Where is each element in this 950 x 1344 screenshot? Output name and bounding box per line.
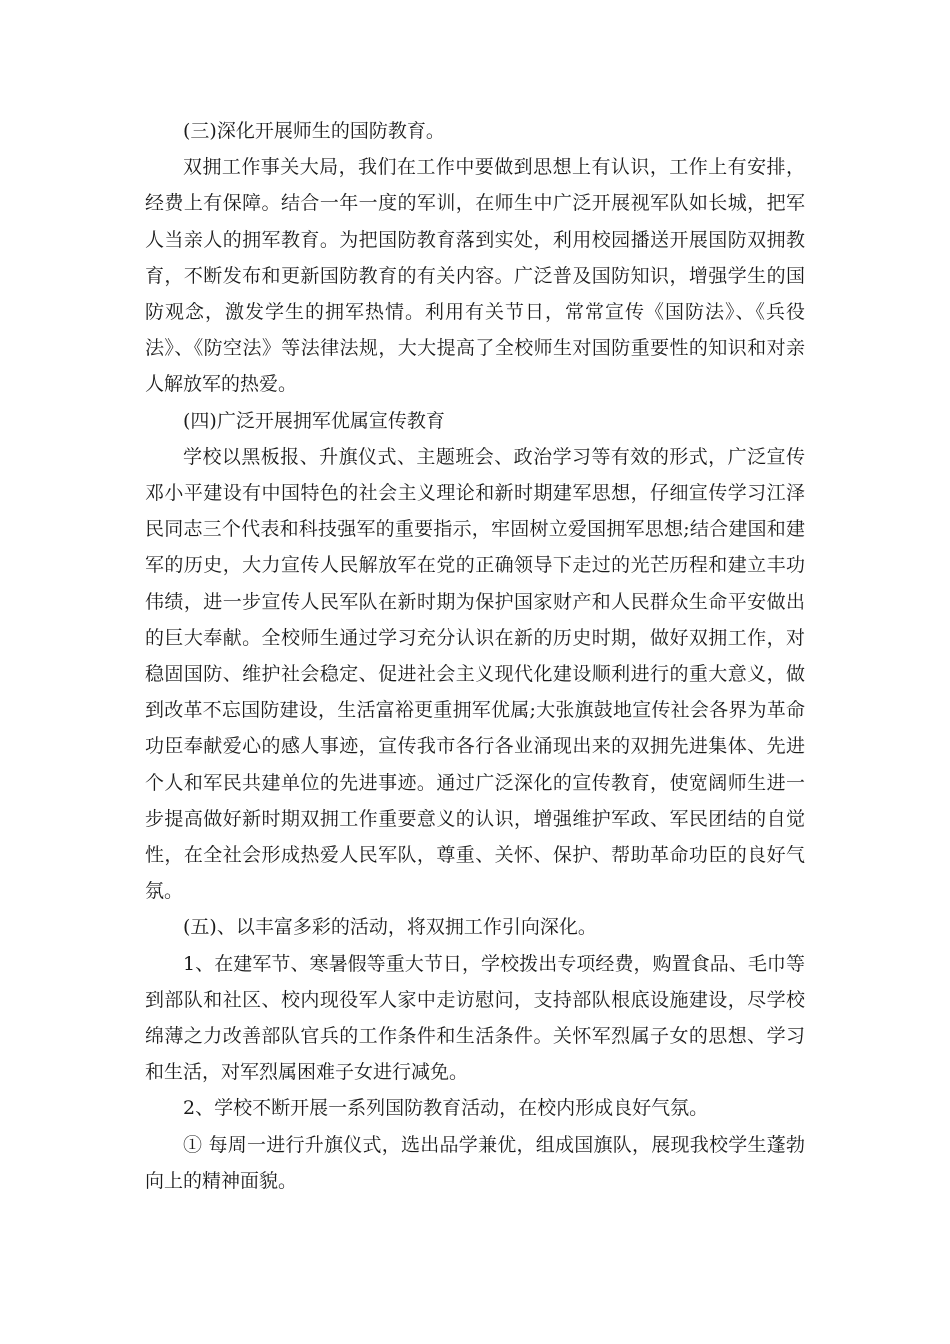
- paragraph-publicity-education: 学校以黑板报、升旗仪式、主题班会、政治学习等有效的形式，广泛宣传邓小平建设有中国特色的社会主义理论和新时期建军思想，仔细宣传学习江泽民同志三个代表和科技强军的重要指示，牢固树立爱国拥军思想;结合建国和建军的历史，大力宣传人民解放军在党的正确领导下走过的光芒历程和建立丰功伟绩，进一步宣传人民军队在新时期为保护国家财产和人民群众生命平安做出的巨大奉献。全校师生通过学习充分认识在新的历史时期，做好双拥工作，对稳固国防、维护社会稳定、促进社会主义现代化建设顺利进行的重大意义，做到改革不忘国防建设，生活富裕更重拥军优属;大张旗鼓地宣传社会各界为革命功臣奉献爱心的感人事迹，宣传我市各行各业涌现出来的双拥先进集体、先进个人和军民共建单位的先进事迹。通过广泛深化的宣传教育，使宽阔师生进一步提高做好新时期双拥工作重要意义的认识，增强维护军政、军民团结的自觉性，在全社会形成热爱人民军队，尊重、关怀、保护、帮助革命功臣的良好气氛。: [145, 445, 805, 903]
- section-heading-4: (四)广泛开展拥军优属宣传教育: [183, 409, 445, 432]
- section-heading-3: (三)深化开展师生的国防教育。: [183, 120, 445, 142]
- document-page: [145, 113, 805, 1199]
- paragraph-item-circled-1: ① 每周一进行升旗仪式，选出品学兼优，组成国旗队，展现我校学生蓬勃向上的精神面貌。: [145, 1133, 805, 1192]
- paragraph-national-defense-education: 双拥工作事关大局，我们在工作中要做到思想上有认识，工作上有安排，经费上有保障。结合一年一度的军训，在师生中广泛开展视军队如长城，把军人当亲人的拥军教育。为把国防教育落到实处，利用校园播送开展国防双拥教育，不断发布和更新国防教育的有关内容。广泛普及国防知识，增强学生的国防观念，激发学生的拥军热情。利用有关节日，常常宣传《国防法》、《兵役法》、《防空法》等法律法规，大大提高了全校师生对国防重要性的知识和对亲人解放军的热爱。: [145, 156, 805, 396]
- section-heading-5: (五)、以丰富多彩的活动，将双拥工作引向深化。: [183, 916, 597, 939]
- paragraph-item-1: 1、在建军节、寒暑假等重大节日，学校拨出专项经费，购置食品、毛巾等到部队和社区、校内现役军人家中走访慰问，支持部队根底设施建设，尽学校绵薄之力改善部队官兵的工作条件和生活条件。关怀军烈属子女的思想、学习和生活，对军烈属困难子女进行减免。: [145, 952, 805, 1084]
- paragraph-item-2: 2、学校不断开展一系列国防教育活动，在校内形成良好气氛。: [183, 1097, 709, 1120]
